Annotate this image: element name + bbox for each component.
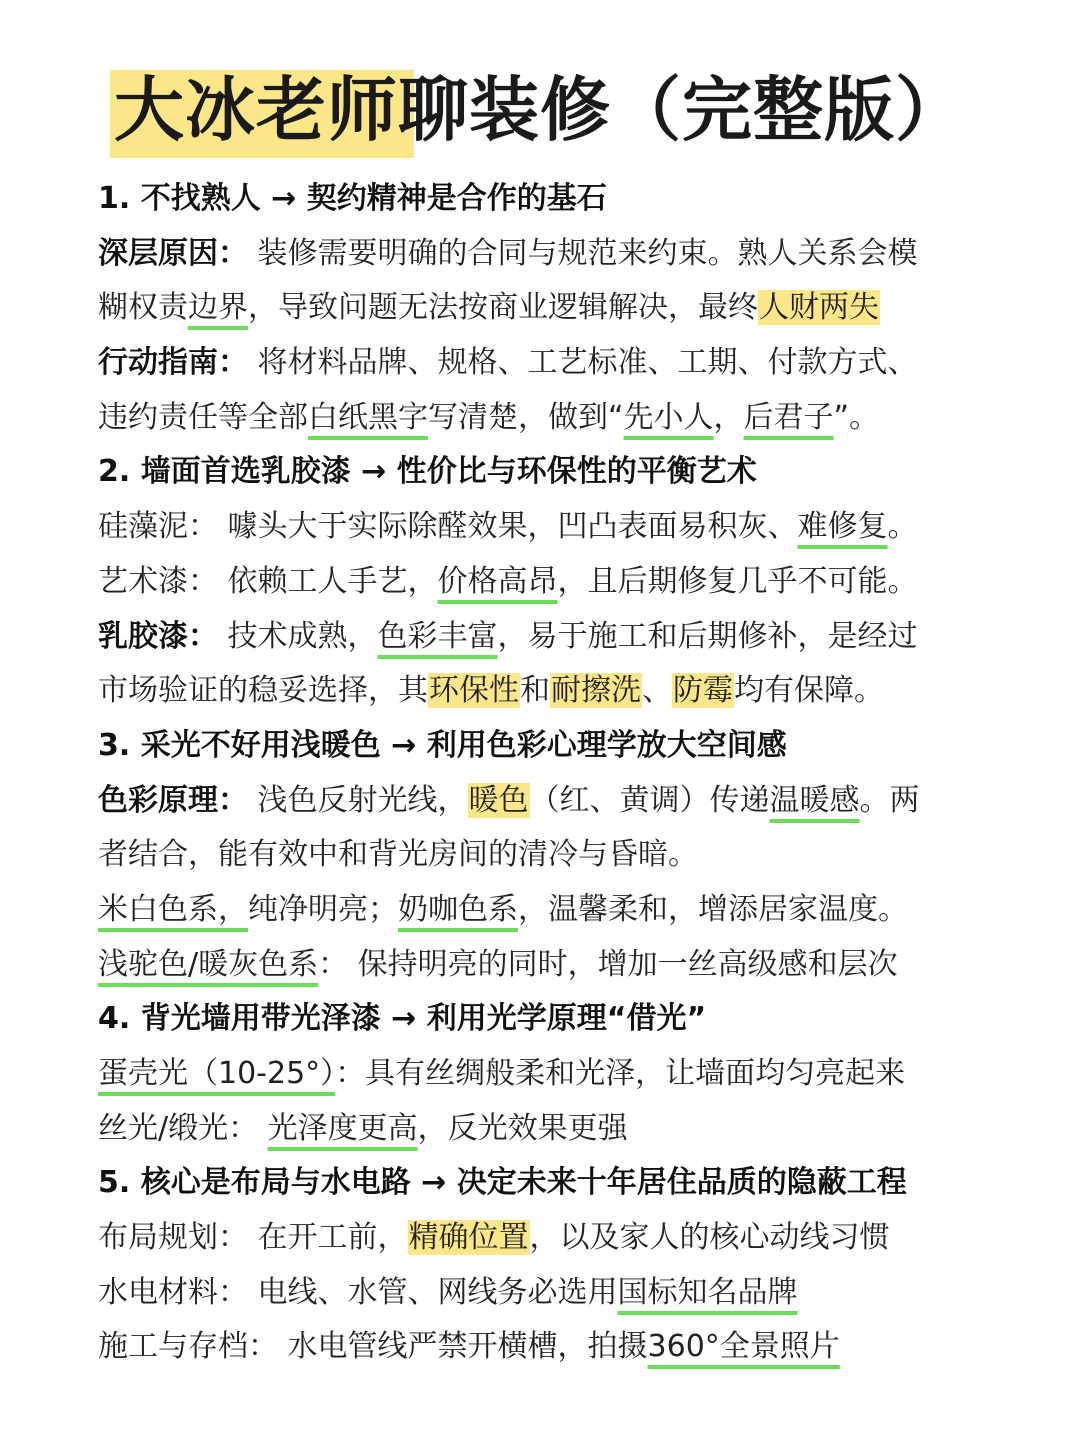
section-2-line-1: 硅藻泥： 噱头大于实际除醛效果，凹凸表面易积灰、难修复。 [98, 509, 918, 545]
section-4-line-2: 丝光/缎光： 光泽度更高，反光效果更强 [98, 1110, 628, 1146]
section-5-line-3: 施工与存档： 水电管线严禁开横槽，拍摄360°全景照片 [98, 1329, 840, 1365]
section-4-heading: 4. 背光墙用带光泽漆 → 利用光学原理“借光” [98, 1001, 707, 1037]
title-area [0, 62, 1080, 158]
section-2-line-3: 乳胶漆： 技术成熟，色彩丰富，易于施工和后期修补，是经过 [98, 618, 918, 654]
section-1-line-1: 深层原因： 装修需要明确的合同与规范来约束。熟人关系会模 [98, 235, 918, 271]
section-2-heading: 2. 墙面首选乳胶漆 → 性价比与环保性的平衡艺术 [98, 454, 757, 490]
section-3-line-4: 浅驼色/暖灰色系： 保持明亮的同时，增加一丝高级感和层次 [98, 946, 898, 982]
section-1-heading: 1. 不找熟人 → 契约精神是合作的基石 [98, 181, 607, 216]
section-5-heading: 5. 核心是布局与水电路 → 决定未来十年居住品质的隐蔽工程 [98, 1165, 907, 1201]
section-2-line-4: 市场验证的稳妥选择，其环保性和耐擦洗、防霉均有保障。 [98, 673, 884, 709]
section-1-line-2: 糊权责边界，导致问题无法按商业逻辑解决，最终人财两失 [98, 290, 879, 326]
section-3-line-3: 米白色系，纯净明亮；奶咖色系，温馨柔和，增添居家温度。 [98, 891, 908, 927]
article-body [98, 172, 1020, 1375]
section-3-line-2: 者结合，能有效中和背光房间的清冷与昏暗。 [98, 837, 698, 873]
title-text: 大冰老师聊装修（完整版） [114, 69, 966, 151]
section-5-line-1: 布局规划： 在开工前，精确位置，以及家人的核心动线习惯 [98, 1220, 890, 1256]
section-5-line-2: 水电材料： 电线、水管、网线务必选用国标知名品牌 [98, 1274, 798, 1310]
section-3-line-1: 色彩原理： 浅色反射光线，暖色（红、黄调）传递温暖感。两 [98, 782, 920, 818]
page-title [114, 62, 966, 158]
section-1-line-4: 违约责任等全部白纸黑字写清楚，做到“先小人，后君子”。 [98, 399, 880, 435]
section-2-line-2: 艺术漆： 依赖工人手艺，价格高昂，且后期修复几乎不可能。 [98, 563, 918, 599]
section-3-heading: 3. 采光不好用浅暖色 → 利用色彩心理学放大空间感 [98, 727, 787, 763]
section-4-line-1: 蛋壳光（10-25°）：具有丝绸般柔和光泽，让墙面均匀亮起来 [98, 1056, 906, 1091]
section-1-line-3: 行动指南： 将材料品牌、规格、工艺标准、工期、付款方式、 [98, 345, 918, 381]
